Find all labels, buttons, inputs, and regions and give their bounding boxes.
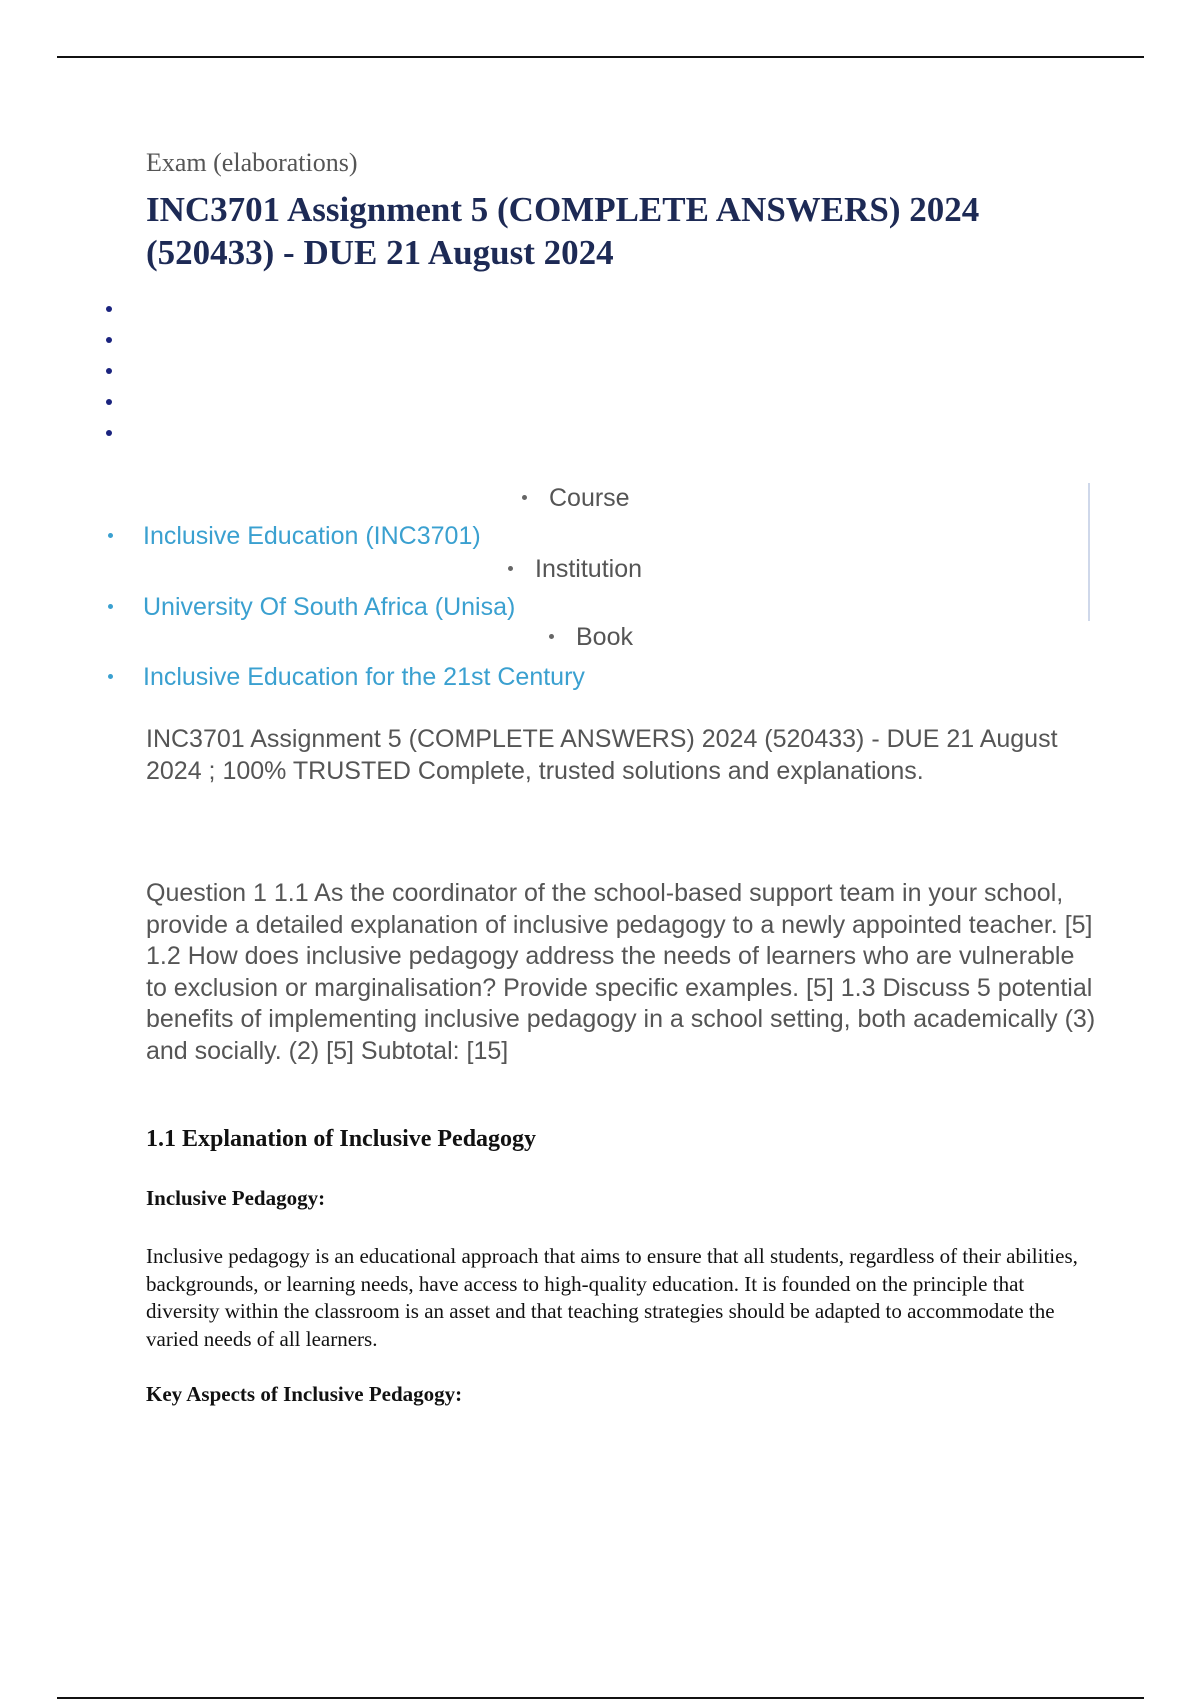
bullet-icon — [106, 430, 112, 436]
bullet-icon — [108, 674, 113, 679]
sub-heading: Inclusive Pedagogy: — [146, 1186, 326, 1210]
bullet-icon — [106, 306, 112, 312]
bullet-icon — [108, 533, 113, 538]
course-label — [522, 484, 630, 513]
section-heading: 1.1 Explanation of Inclusive Pedagogy — [146, 1126, 537, 1152]
institution-label-text: Institution — [535, 555, 643, 583]
institution-label — [508, 555, 642, 584]
bullet-icon — [106, 368, 112, 374]
institution-link[interactable] — [108, 593, 515, 622]
bottom-divider — [57, 1697, 1144, 1699]
course-link[interactable] — [108, 522, 481, 551]
course-link-text[interactable]: Inclusive Education (INC3701) — [143, 522, 481, 550]
document-category: Exam (elaborations) — [146, 148, 358, 177]
key-aspects-heading: Key Aspects of Inclusive Pedagogy: — [146, 1382, 463, 1406]
body-paragraph: Inclusive pedagogy is an educational approach that aims to ensure that all students, regardless of their abilities, backgrounds, or learning needs, have access to high-quality education. It is founded on the principle that diversity within the classroom is an asset and that teaching strategies should be adapted to accommodate the varied needs of all learners. — [146, 1244, 1078, 1351]
bullet-icon — [522, 495, 527, 500]
empty-bullet-list — [106, 306, 112, 461]
course-label-text: Course — [549, 484, 630, 512]
bullet-icon — [106, 399, 112, 405]
document-title: INC3701 Assignment 5 (COMPLETE ANSWERS) 2024 (520433) - DUE 21 August 2024 — [146, 190, 980, 272]
institution-link-text[interactable]: University Of South Africa (Unisa) — [143, 593, 516, 621]
document-summary: INC3701 Assignment 5 (COMPLETE ANSWERS) 2024 (520433) - DUE 21 August 2024 ; 100% TRUSTED Complete, trusted solutions and explanations. — [146, 725, 1058, 785]
book-label-text: Book — [576, 623, 633, 651]
book-link-text[interactable]: Inclusive Education for the 21st Century — [143, 663, 585, 691]
question-text: Question 1 1.1 As the coordinator of the school-based support team in your school, provide a detailed explanation of inclusive pedagogy to a newly appointed teacher. [5] 1.2 How does inclusive pedagogy address the needs of learners who are vulnerable to exclusion or marginalisation? Provide specific examples. [5] 1.3 Discuss 5 potential benefits of implementing inclusive pedagogy in a school setting, both academically (3) and socially. (2) [5] Subtotal: [15] — [146, 879, 1096, 1065]
book-label — [549, 623, 633, 652]
bullet-icon — [108, 604, 113, 609]
bullet-icon — [508, 566, 513, 571]
bullet-icon — [106, 337, 112, 343]
meta-divider — [1088, 483, 1090, 621]
bullet-icon — [549, 634, 554, 639]
book-link[interactable] — [108, 663, 585, 692]
top-divider — [57, 56, 1144, 58]
